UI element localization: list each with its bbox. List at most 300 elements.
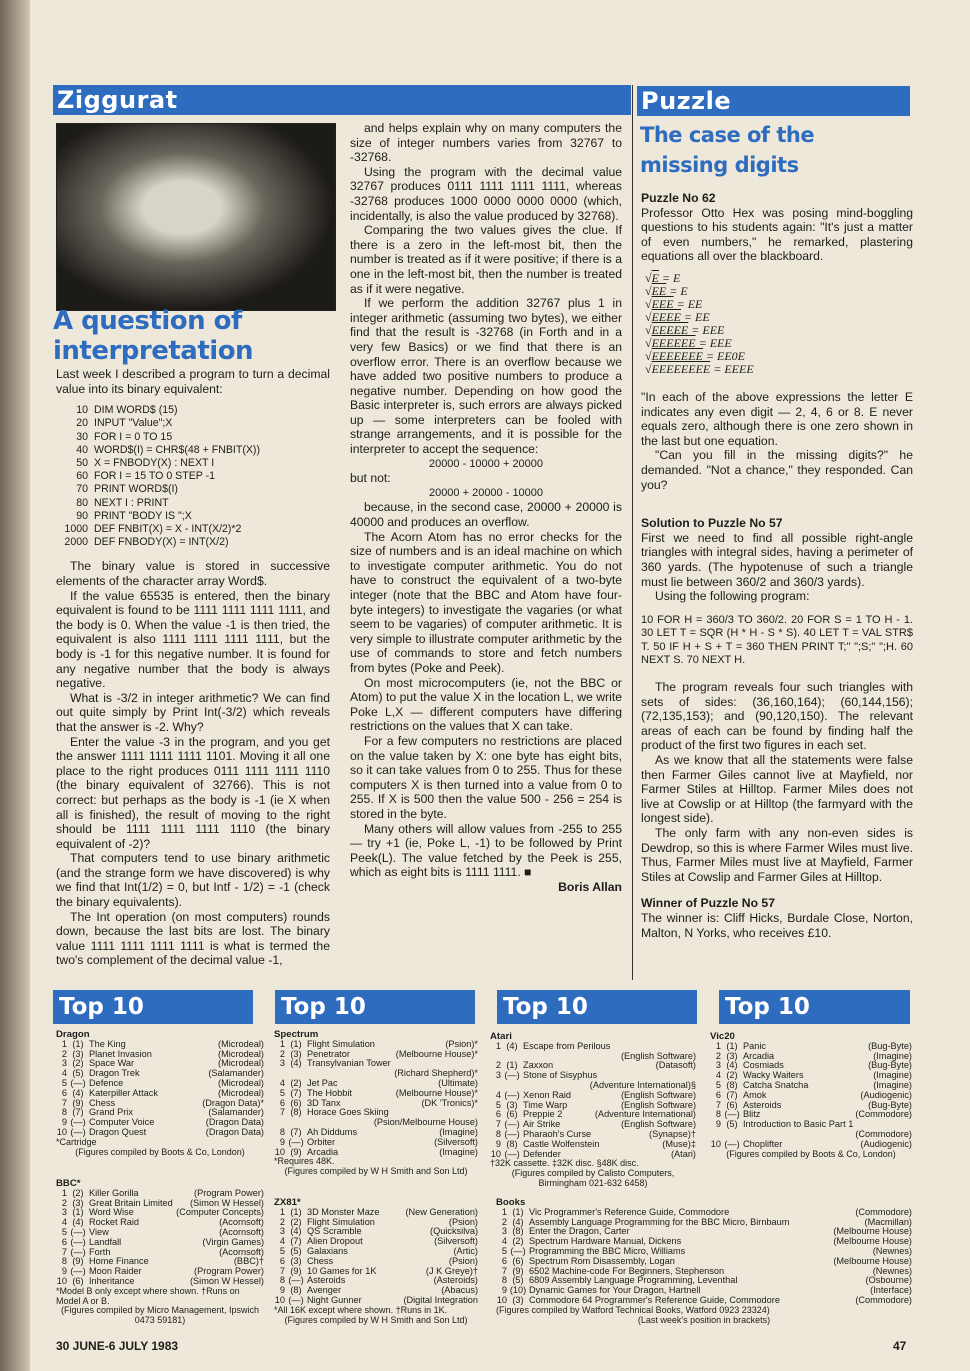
chart-row — [496, 1267, 912, 1277]
chart-publisher: (Simon W Hessel) — [189, 1275, 264, 1286]
chart-position: 6 — [279, 1097, 285, 1108]
article-paragraph: Comparing the two values gives the clue. If there is a zero in the left-most bit, then the number is treated as if it were positive; if there is a one in the left-most bit, then the number is treated as if it were negative. — [350, 223, 622, 296]
chart-publisher: (Muse)‡ — [662, 1138, 696, 1149]
chart-position: 7 — [715, 1099, 721, 1110]
chart-bbc — [56, 1179, 264, 1326]
puzzle-number: Puzzle No 62 — [641, 191, 716, 205]
chart-last-week: (8) — [290, 1107, 302, 1118]
chart-row — [274, 1050, 478, 1060]
chart-position: 10 — [496, 1294, 507, 1305]
equation-line: √E = E — [645, 270, 681, 285]
chart-publisher: (Newnes) — [872, 1245, 912, 1256]
chart-last-week: (1) — [72, 1038, 84, 1049]
chart-position: 7 — [279, 1265, 285, 1276]
chart-position: 6 — [715, 1089, 721, 1100]
chart-last-week: (—) — [288, 1136, 304, 1147]
chart-publisher: (Abacus) — [441, 1285, 478, 1296]
equation-result: EEEE — [724, 361, 754, 376]
equation-radicand: EEEEEE — [651, 335, 696, 350]
article-paragraph: The Acorn Atom has no error checks for the size of numbers and is an ideal machine on which to investigate computer arithmetic. You do not have to construct the equivalent of a two-byte integer (note that the BBC and Atom have four-byte integers) to investigate the vagaries (or what seem to be vagaries) of computer arithmetic. It is very simple to illustrate computer arithmetic by the use of commands to store and fetch numbers from bytes (Poke and Peek). — [350, 529, 622, 675]
chart-publisher: (Microdeal) — [218, 1087, 264, 1098]
article-paragraph: For a few computers no restrictions are placed on the value taken by X: one byte has eight bits, so it can take values from 0 to 255. Thus for these computers X is then turned into a value from 0 to 255. If X is 500 then the value 500 - 256 = 254 is stored in the byte. — [350, 733, 622, 821]
chart-title: 6809 Assembly Language Programming, Leventhal — [529, 1276, 738, 1286]
chart-last-week: (—) — [504, 1148, 520, 1159]
article-paragraph: If we perform the addition 32767 plus 1 in integer arithmetic (assuming two bytes), we either find that the result is -32768 (in Forth and in a very few Basics) or we find that there is an overflow error. There is an overflow because we have added two positive numbers to produce a negative number. Depending on how good the Basic interpreter is, such errors are always picked up — some interpreters can be fooled with strange arrangements, and it is possible for the interpreter to accept the sequence: — [350, 296, 622, 457]
chart-note: (Figures compiled by Boots & Co, London) — [75, 1146, 245, 1157]
chart-title: The Hobbit — [307, 1088, 352, 1098]
code-line-number: 10 — [76, 404, 88, 417]
puzzle-paragraph-2: "Can you fill in the missing digits?" he demanded. "Not a chance," they responded. Can you? — [641, 448, 913, 492]
equation-line: √EEEE = EE — [645, 309, 710, 324]
code-line-number: 20 — [76, 417, 88, 430]
chart-title: Planet Invasion — [89, 1049, 152, 1059]
chart-position: 8 — [61, 1256, 67, 1267]
chart-position: 7 — [61, 1097, 67, 1108]
chart-last-week: (—) — [724, 1109, 740, 1120]
chart-position: 7 — [495, 1119, 501, 1130]
chart-last-week: (—) — [70, 1246, 86, 1257]
chart-publisher: (New Generation) — [405, 1206, 478, 1217]
chart-last-week: (6) — [72, 1275, 84, 1286]
chart-publisher: (Silversoft) — [434, 1136, 478, 1147]
chart-title: Programming the BBC Micro, Williams — [529, 1246, 686, 1256]
chart-position: 9 — [279, 1136, 285, 1147]
code-line-number: 70 — [76, 483, 88, 496]
chart-title: Arcadia — [307, 1147, 339, 1157]
chart-publisher: (Computer Concepts) — [176, 1207, 264, 1218]
chart-publisher: (Melbourne House)* — [395, 1087, 478, 1098]
puzzle-column — [641, 191, 913, 940]
chart-title: Introduction to Basic Part 1 — [743, 1120, 854, 1130]
chart-last-week: (3) — [726, 1050, 738, 1061]
author-byline: Boris Allan — [558, 879, 622, 894]
chart-last-week: (—) — [510, 1245, 526, 1256]
chart-last-week: (3) — [72, 1048, 84, 1059]
chart-position: 4 — [715, 1070, 721, 1081]
chart-title: Avenger — [307, 1286, 342, 1296]
chart-position: 2 — [495, 1060, 501, 1071]
chart-publisher: (English Software) — [620, 1119, 696, 1130]
chart-position: 9 — [61, 1266, 67, 1277]
equation-radicand: EEEEE — [651, 322, 689, 337]
chart-note: (Figures compiled by W H Smith and Son Ltd) — [284, 1166, 468, 1177]
chart-last-week: (—) — [70, 1077, 86, 1088]
puzzle-title-line2: missing digits — [640, 153, 799, 177]
chart-title: Stone of Sisyphus — [523, 1071, 598, 1081]
solution-title: Solution to Puzzle No 57 — [641, 516, 783, 531]
chart-spectrum — [274, 1030, 478, 1177]
article-paragraph: because, in the second case, 20000 + 20000 is 40000 and produces an overflow. — [350, 500, 622, 530]
chart-publisher: (Imagine) — [439, 1126, 478, 1137]
chart-dragon — [56, 1030, 264, 1157]
chart-row — [274, 1247, 478, 1257]
chart-position: 4 — [279, 1077, 285, 1088]
chart-title: Defender — [523, 1149, 561, 1159]
chart-title: The King — [89, 1039, 126, 1049]
code-line — [56, 431, 330, 444]
chart-position: 4 — [61, 1068, 67, 1079]
equation-line: √EEEEEEEE = EEEE — [645, 361, 754, 376]
chart-position: 6 — [279, 1255, 285, 1266]
chart-position: 4 — [501, 1236, 507, 1247]
chart-title-dragon: Dragon — [56, 1029, 90, 1040]
code-line-number: 2000 — [64, 536, 88, 549]
code-line-text: FOR I = 15 TO 0 STEP -1 — [94, 470, 215, 483]
chart-publisher: (Commodore) — [855, 1128, 912, 1139]
chart-last-week: (7) — [72, 1107, 84, 1118]
footer-date: 30 JUNE-6 JULY 1983 — [56, 1339, 179, 1353]
code-line — [56, 536, 330, 549]
chart-publisher: (J K Greye)† — [425, 1265, 478, 1276]
chart-position: 6 — [501, 1255, 507, 1266]
chart-position: 1 — [61, 1038, 67, 1049]
chart-note: (Figures compiled by Boots & Co, London) — [726, 1148, 896, 1159]
chart-publisher: (Program Power) — [194, 1187, 264, 1198]
code-line-text: WORD$(I) = CHR$(48 + FNBIT(X)) — [94, 443, 260, 456]
chart-title: Panic — [743, 1041, 766, 1051]
article-title-line2: interpretation — [53, 336, 254, 366]
chart-title: Katerpiller Attack — [89, 1088, 158, 1098]
chart-publisher: (Osbourne) — [865, 1275, 912, 1286]
chart-row — [710, 1110, 912, 1120]
chart-position: 5 — [501, 1245, 507, 1256]
chart-last-week: (9) — [290, 1265, 302, 1276]
chart-title — [523, 1052, 621, 1062]
chart-publisher: (Program Power) — [194, 1266, 264, 1277]
chart-note: *Cartridge — [56, 1136, 97, 1147]
article-intro: Last week I described a program to turn a decimal value into its binary equivalent: — [56, 367, 330, 396]
chart-position: 7 — [61, 1246, 67, 1257]
chart-note: †32K cassette. ‡32K disc. §48K disc. — [490, 1158, 639, 1169]
article-paragraph: That computers tend to use binary arithmetic (and the strange form we have discovered) is why we find that Int(1/2) = 0, but Intf - 1/2) = -1 (check the binary equivalents). — [56, 851, 330, 910]
chart-title — [307, 1069, 394, 1079]
chart-publisher: (Melbourne House) — [833, 1236, 912, 1247]
chart-last-week: (—) — [70, 1266, 86, 1277]
chart-title: Penetrator — [307, 1049, 350, 1059]
chart-position: 2 — [715, 1050, 721, 1061]
code-line-text: PRINT "BODY IS ";X — [94, 509, 192, 522]
chart-publisher: (Dragon Data) — [205, 1117, 264, 1128]
solution-paragraph-3: The program reveals four such triangles with sets of sides: (36,160,164); (60,144,156); (72,135,153); and (90,120,150). The relevant areas of each can be found by finding half the product of the first two figures in each set. — [641, 680, 913, 753]
chart-title: Computer Voice — [89, 1118, 155, 1128]
chart-title: Wacky Waiters — [743, 1071, 804, 1081]
chart-publisher: (Acornsoft) — [219, 1226, 264, 1237]
chart-position: 2 — [61, 1197, 67, 1208]
chart-publisher: (Imagine) — [439, 1146, 478, 1157]
chart-title: Enter the Dragon, Carter — [529, 1227, 630, 1237]
chart-last-week: (5) — [72, 1068, 84, 1079]
chart-publisher: (Atari) — [670, 1148, 696, 1159]
article-paragraph: Enter the value -3 in the program, and you get the answer 1111 1111 1111 1101. Moving it all one place to the right produces 0111 1111 1111 1110 (the binary equivalent of 32766). This is not correct: but perhaps as the body is -1 (ie X when all is finished), the result of moving to the right should be 1111 1111 1111 1110 (the binary equivalent of -2)? — [56, 734, 330, 851]
chart-title: Air Strike — [523, 1120, 561, 1130]
chart-last-week: (4) — [72, 1087, 84, 1098]
equation-line: √EEEEEEE = EE0E — [645, 348, 746, 363]
chart-note: (Figures compiled by W H Smith and Son Ltd) — [284, 1314, 468, 1325]
chart-row — [274, 1208, 478, 1218]
chart-last-week: (2) — [290, 1216, 302, 1227]
code-line-text: DIM WORD$ (15) — [94, 404, 178, 417]
chart-publisher: (Commodore) — [855, 1109, 912, 1120]
chart-position: 8 — [61, 1107, 67, 1118]
chart-position: 9 — [495, 1138, 501, 1149]
chart-title: Jet Pac — [307, 1078, 338, 1088]
chart-last-week: (9) — [512, 1265, 524, 1276]
chart-position: 7 — [279, 1107, 285, 1118]
solution-paragraph-5: The only farm with any non-even sides is Dewdrop, so this is where Farmer Wiles must live. Thus, Farmer Miles must live at Mayfield, Farmer Stiles at Cowslip and Farmer Giles at Hilltop. — [641, 826, 913, 884]
chart-position: 6 — [495, 1109, 501, 1120]
code-line-text: X = FNBODY(X) : NEXT I — [94, 457, 215, 469]
chart-title: Alien Dropout — [307, 1237, 363, 1247]
chart-publisher: (Microdeal) — [218, 1077, 264, 1088]
chart-title: Time Warp — [523, 1100, 568, 1110]
chart-position: 10 — [56, 1126, 67, 1137]
chart-title: Commodore 64 Programmer's Reference Guide, Commodore — [529, 1295, 780, 1305]
chart-title: Assembly Language Programming for the BBC Micro, Birnbaum — [529, 1217, 790, 1227]
code-line — [56, 523, 330, 536]
chart-position: 10 — [274, 1294, 285, 1305]
chart-title — [307, 1118, 374, 1128]
chart-last-week: (9) — [290, 1146, 302, 1157]
code-line-text: DEF FNBODY(X) = INT(X/2) — [94, 536, 229, 549]
chart-row — [496, 1276, 912, 1286]
chart-position: 8 — [279, 1126, 285, 1137]
chart-position: 3 — [279, 1058, 285, 1069]
top10-header-4: Top 10 — [719, 990, 910, 1024]
chart-last-week: (—) — [504, 1119, 520, 1130]
top10-header-2: Top 10 — [275, 990, 475, 1024]
code-line-number: 1000 — [64, 523, 88, 536]
chart-last-week: (4) — [506, 1040, 518, 1051]
equation-radicand: EEE — [651, 296, 674, 311]
chart-title-zx81: ZX81* — [274, 1197, 301, 1208]
chart-position: 10 — [490, 1148, 501, 1159]
chart-title: Zaxxon — [523, 1061, 554, 1071]
equation-result: E — [673, 270, 681, 285]
chart-title: Forth — [89, 1247, 111, 1257]
chart-title: Asteroids — [307, 1276, 346, 1286]
article-paragraph: On most microcomputers (ie, not the BBC or Atom) to put the value X in the location L, we write Poke L,X — different computers have differing restrictions on the values that X can take. — [350, 675, 622, 734]
chart-row — [496, 1208, 912, 1218]
code-line-number: 30 — [76, 430, 88, 443]
article-paragraph: Using the program with the decimal value 32767 produces 0111 1111 1111 1111, whereas -32768 produces 1000 0000 0000 0000 (which, incidentally, is also the value produced by 32768). — [350, 164, 622, 223]
chart-position: 8 — [495, 1128, 501, 1139]
chart-publisher: (Psion) — [448, 1255, 478, 1266]
chart-last-week: (2) — [72, 1187, 84, 1198]
chart-publisher: (Bug-Byte) — [868, 1099, 912, 1110]
article-title-line1: A question of — [53, 306, 242, 336]
chart-title-spectrum: Spectrum — [274, 1029, 319, 1040]
chart-publisher: (English Software) — [620, 1089, 696, 1100]
chart-publisher: (Imagine) — [873, 1050, 912, 1061]
chart-title: Defence — [89, 1078, 124, 1088]
chart-position: 3 — [715, 1060, 721, 1071]
chart-last-week: (1) — [726, 1040, 738, 1051]
article-paragraph: What is -3/2 in integer arithmetic? We can find out quite simply by Print Int(-3/2) which reveals that the answer is -2. Why? — [56, 690, 330, 734]
chart-last-week: (1) — [72, 1207, 84, 1218]
chart-last-week: (2) — [726, 1070, 738, 1081]
chart-books — [496, 1198, 912, 1325]
chart-last-week: (4) — [512, 1216, 524, 1227]
chart-title: Moon Raider — [89, 1267, 142, 1277]
article-column-2 — [350, 121, 622, 894]
chart-position: 8 — [715, 1109, 721, 1120]
chart-last-week: (7) — [290, 1126, 302, 1137]
chart-title: Pharaoh's Curse — [523, 1129, 592, 1139]
chart-last-week: (6) — [506, 1109, 518, 1120]
chart-last-week: (6) — [290, 1097, 302, 1108]
chart-last-week: (—) — [70, 1226, 86, 1237]
article-title — [53, 306, 343, 366]
chart-publisher: (Acornsoft) — [219, 1246, 264, 1257]
chart-title: 10 Games for 1K — [307, 1266, 377, 1276]
chart-title-vic20: Vic20 — [710, 1031, 735, 1042]
chart-publisher: (Salamander) — [208, 1068, 264, 1079]
chart-position: 5 — [715, 1079, 721, 1090]
chart-title: Space War — [89, 1059, 135, 1069]
chart-publisher: (Melbourne House) — [833, 1255, 912, 1266]
chart-title: Chess — [89, 1098, 116, 1108]
code-line — [56, 497, 330, 510]
chart-publisher: (Commodore) — [855, 1294, 912, 1305]
chart-publisher: (Asteroids) — [433, 1275, 478, 1286]
chart-last-week: (8) — [726, 1079, 738, 1090]
chart-last-week: (—) — [724, 1138, 740, 1149]
chart-title: Horace Goes Skiing — [307, 1108, 389, 1118]
equation-result: EE — [695, 309, 710, 324]
chart-title: Blitz — [743, 1110, 761, 1120]
chart-publisher: (Silversoft) — [434, 1236, 478, 1247]
article-paragraph: and helps explain why on many computers the size of integer numbers varies from 32767 to -32768. — [350, 121, 622, 165]
chart-title: Spectrum Rom Disassembly, Logan — [529, 1256, 675, 1266]
sum-expression-2: 20000 + 20000 - 10000 — [428, 486, 544, 499]
solution-paragraph-4: As we know that all the statements were false then Farmer Giles cannot live at Mayfield, nor Farmer Stiles at Hilltop. Farmer Miles does not live at Cowslip or at Hilltop (the farmyard with the longest side). — [641, 753, 913, 826]
code-line — [56, 457, 330, 470]
chart-title: Chess — [307, 1256, 334, 1266]
chart-publisher: (Synapse)† — [649, 1128, 696, 1139]
chart-title: View — [89, 1227, 109, 1237]
chart-position: 2 — [279, 1216, 285, 1227]
chart-row — [490, 1140, 696, 1150]
chart-position: 6 — [61, 1236, 67, 1247]
chart-publisher: (Ultimate) — [438, 1077, 478, 1088]
chart-publisher: (Newnes) — [872, 1265, 912, 1276]
equation-line: √EEEEE = EEE — [645, 322, 725, 337]
chart-title: Transylvanian Tower — [307, 1059, 391, 1069]
chart-title: Choplifter — [743, 1139, 783, 1149]
chart-atari — [490, 1032, 696, 1189]
chart-title: Night Gunner — [307, 1295, 362, 1305]
chart-title: Flight Simulation — [307, 1217, 375, 1227]
code-line-number: 80 — [76, 496, 88, 509]
code-line-number: 40 — [76, 443, 88, 456]
chart-title: Dragon Trek — [89, 1069, 140, 1079]
chart-publisher: (Dragon Data) — [205, 1126, 264, 1137]
chart-title: Arcadia — [743, 1051, 775, 1061]
chart-title — [743, 1130, 855, 1140]
but-not-label: but not: — [350, 471, 391, 486]
code-line-number: 60 — [76, 470, 88, 483]
chart-last-week: (3) — [290, 1048, 302, 1059]
code-line-number: 50 — [76, 457, 88, 469]
winner-text: The winner is: Cliff Hicks, Burdale Close, Norton, Malton, N Yorks, who receives £10. — [641, 910, 913, 940]
code-line-text: NEXT I : PRINT — [94, 496, 169, 509]
chart-publisher: (Audiogenic) — [860, 1089, 912, 1100]
chart-position: 1 — [715, 1040, 721, 1051]
chart-title: Inheritance — [89, 1276, 135, 1286]
chart-last-week: (1) — [290, 1206, 302, 1217]
chart-title: Vic Programmer's Reference Guide, Commodore — [529, 1207, 730, 1217]
chart-last-week: (6) — [726, 1099, 738, 1110]
equation-radicand: E — [651, 270, 659, 285]
chart-title: Ah Diddums — [307, 1127, 358, 1137]
chart-title: Galaxians — [307, 1246, 348, 1256]
chart-last-week: (5) — [512, 1275, 524, 1286]
equation-radicand: EEEEEEEE — [651, 361, 711, 376]
chart-position: 8 — [279, 1275, 285, 1286]
chart-publisher: (English Software) — [620, 1099, 696, 1110]
chart-publisher: (Salamander) — [208, 1107, 264, 1118]
chart-note: *Model B only except where shown. †Runs on Model A or B. — [56, 1285, 240, 1306]
chart-title: Dynamic Games for Your Dragon, Hartnell — [529, 1286, 701, 1296]
chart-position: 3 — [61, 1058, 67, 1069]
chart-title: Flight Simulation — [307, 1039, 375, 1049]
chart-position: 5 — [279, 1087, 285, 1098]
chart-position: 2 — [61, 1048, 67, 1059]
equation-result: EEE — [702, 322, 725, 337]
solution-paragraph-1: First we need to find all possible right-angle triangles with integral sides, having a perimeter of 360 yards. (The hypotenuse of such a triangle must lie between 360/2 and 360/3 yards). — [641, 530, 913, 589]
chart-position: 9 — [279, 1285, 285, 1296]
chart-last-week: (7) — [290, 1236, 302, 1247]
chart-position: 1 — [279, 1206, 285, 1217]
chart-row — [274, 1099, 478, 1109]
puzzle-equations — [645, 272, 913, 376]
chart-publisher: (Microdeal) — [218, 1048, 264, 1059]
chart-position: 10 — [56, 1275, 67, 1286]
sum-expression-1: 20000 - 10000 + 20000 — [428, 457, 544, 470]
chart-publisher: (Bug-Byte) — [868, 1060, 912, 1071]
chart-publisher: (Bug-Byte) — [868, 1040, 912, 1051]
chart-row — [496, 1257, 912, 1267]
chart-title: Castle Wolfenstein — [523, 1139, 600, 1149]
article-paragraph: Many others will allow values from -255 to 255 — try +1 (ie, Poke L, -1) to be followed by Print Peek(L). The value fetched by the Peek is 255, which as eight bits is 1111 1111. ■ — [350, 821, 622, 880]
chart-vic20 — [710, 1032, 912, 1159]
chart-last-week: (3) — [72, 1197, 84, 1208]
chart-last-week: (3) — [506, 1099, 518, 1110]
chart-position: 1 — [61, 1187, 67, 1198]
equation-result: E — [680, 283, 688, 298]
solution-program: 10 FOR H = 360/3 TO 360/2. 20 FOR S = 1 TO H - 1. 30 LET T = SQR (H * H - S * S). 40 LET T = VAL STR$ T. 50 IF H + S + T = 360 THEN PRINT T;" ";S;" ";H. 60 NEXT S. 70 NEXT H. — [641, 613, 913, 667]
chart-last-week: (—) — [504, 1128, 520, 1139]
puzzle-section-header: Puzzle — [637, 86, 910, 116]
equation-radicand: EEEE — [651, 309, 681, 324]
chart-title: Catcha Snatcha — [743, 1080, 809, 1090]
chart-title: Preppie 2 — [523, 1110, 563, 1120]
chart-last-week: (4) — [726, 1060, 738, 1071]
chart-publisher: (Psion) — [448, 1216, 478, 1227]
code-line-text: DEF FNBIT(X) = X - INT(X/2)*2 — [94, 523, 242, 536]
footer-page-number: 47 — [893, 1339, 907, 1353]
chart-last-week: (8) — [290, 1285, 302, 1296]
chart-position: 2 — [279, 1048, 285, 1059]
chart-title: Home Finance — [89, 1257, 149, 1267]
chart-publisher: (BBC)† — [233, 1256, 264, 1267]
chart-title: Escape from Perilous — [523, 1041, 611, 1051]
chart-position: 4 — [495, 1089, 501, 1100]
code-line-text: FOR I = 0 TO 15 — [94, 430, 173, 443]
chart-last-week: (—) — [70, 1126, 86, 1137]
chart-note: (Last week's position in brackets) — [637, 1314, 771, 1325]
chart-last-week: (3) — [512, 1294, 524, 1305]
